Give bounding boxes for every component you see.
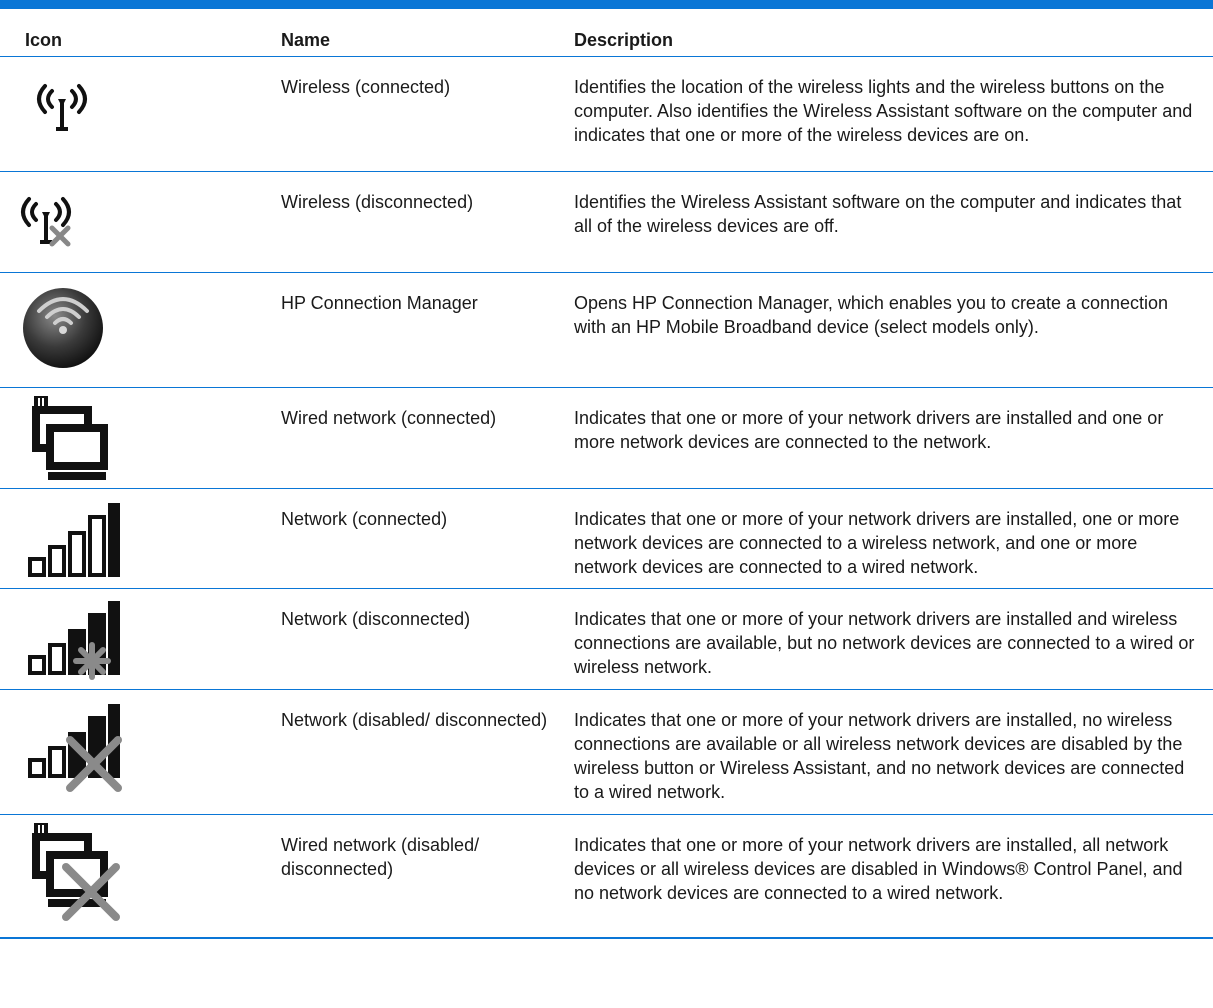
row-name: Network (connected) xyxy=(281,509,448,529)
table-header xyxy=(0,9,1213,57)
table-row xyxy=(0,815,1213,939)
row-description: Indicates that one or more of your network drivers are installed, one or more network devices are connected to a wireless network, and one or more network devices are connected to a wired network. xyxy=(574,509,1180,577)
row-description: Indicates that one or more of your network drivers are installed and wireless connections are available, but no network devices are connected to a wired or wireless network. xyxy=(574,609,1195,677)
row-description: Indicates that one or more of your network drivers are installed, no wireless connections are available or all wireless network devices are disabled by the wireless button or Wireless Assistant, and no network devices are connected to a wired network. xyxy=(574,710,1185,802)
row-name: Wired network (connected) xyxy=(281,408,497,428)
wireless-disconnected-icon xyxy=(12,184,92,264)
row-description: Identifies the Wireless Assistant software on the computer and indicates that all of the wireless devices are off. xyxy=(574,192,1182,236)
network-disabled-disconnected-icon xyxy=(26,700,126,792)
table-row xyxy=(0,489,1213,589)
wired-network-disabled-disconnected-icon xyxy=(22,821,122,921)
table-row xyxy=(0,690,1213,815)
hp-connection-manager-icon xyxy=(18,283,108,373)
table-row xyxy=(0,57,1213,172)
header-icon: Icon xyxy=(25,30,63,50)
row-name: HP Connection Manager xyxy=(281,293,478,313)
row-description: Identifies the location of the wireless lights and the wireless buttons on the computer. Also identifies the Wireless Assistant software on the computer and indicates that one or more of the wireless devices are on. xyxy=(574,77,1193,145)
table-row xyxy=(0,589,1213,690)
row-name: Wireless (connected) xyxy=(281,77,451,97)
header-description: Description xyxy=(574,30,674,50)
network-disconnected-icon xyxy=(26,597,122,681)
row-description: Opens HP Connection Manager, which enables you to create a connection with an HP Mobile Broadband device (select models only). xyxy=(574,293,1169,337)
row-name: Network (disconnected) xyxy=(281,609,471,629)
row-name: Network (disabled/ disconnected) xyxy=(281,710,548,730)
top-rule xyxy=(0,0,1213,9)
row-name: Wireless (disconnected) xyxy=(281,192,474,212)
table-row xyxy=(0,388,1213,489)
row-description: Indicates that one or more of your network drivers are installed and one or more network devices are connected to the network. xyxy=(574,408,1164,452)
network-connected-icon xyxy=(26,501,122,581)
table-row xyxy=(0,273,1213,388)
row-name: Wired network (disabled/ disconnected) xyxy=(281,835,480,879)
wireless-connected-icon xyxy=(22,69,102,149)
header-name: Name xyxy=(281,30,331,50)
row-description: Indicates that one or more of your network drivers are installed, all network devices or all wireless devices are disabled in Windows® Control Panel, and no network devices are connected to a wired network. xyxy=(574,835,1183,903)
wired-network-connected-icon xyxy=(22,394,112,484)
table-row xyxy=(0,172,1213,273)
